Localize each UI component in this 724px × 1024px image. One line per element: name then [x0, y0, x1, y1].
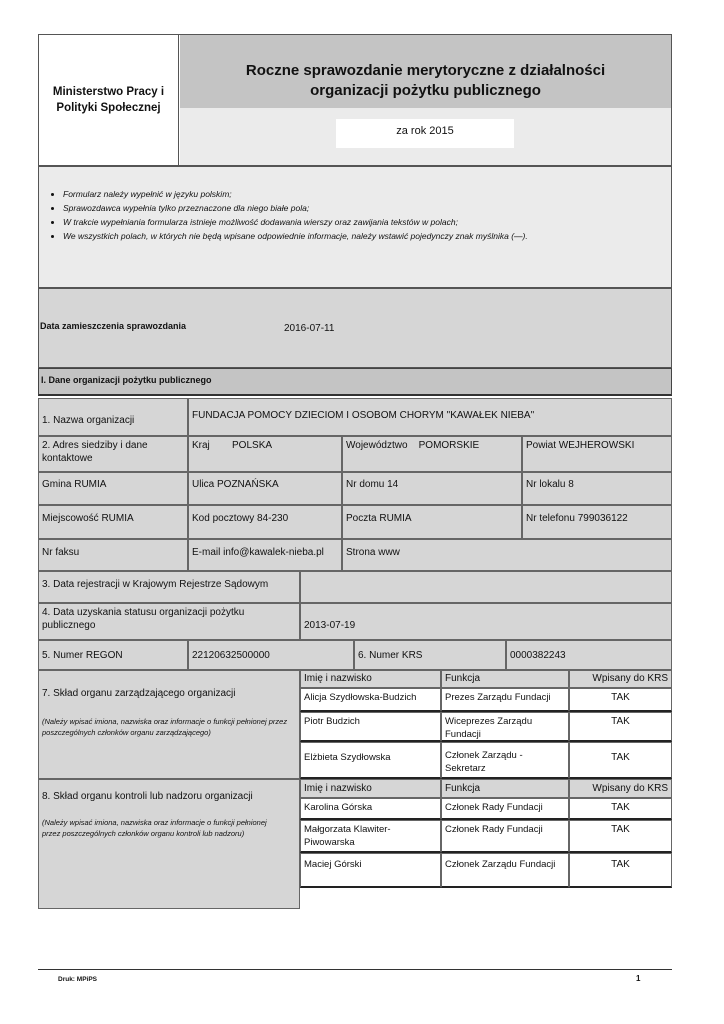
footer-print-label: Druk: MPiPS	[58, 976, 98, 983]
krs-registration-label: 3. Data rejestracji w Krajowym Rejestrze Sądowym	[38, 571, 300, 603]
footer-rule	[38, 969, 672, 970]
board-member-function[interactable]: Wiceprezes Zarządu Fundacji	[441, 712, 569, 742]
supervisory-note: (Należy wpisać imiona, nazwiska oraz informacje o funkcji pełnionej przez poszczególnych członków organu kontroli lub nadzoru)	[42, 818, 267, 838]
section-title: I. Dane organizacji pożytku publicznego	[38, 368, 672, 396]
supervisory-table	[300, 779, 672, 888]
org-name-label: 1. Nazwa organizacji	[38, 398, 188, 436]
instructions-box	[38, 166, 672, 288]
board-note: (Należy wpisać imiona, nazwiska oraz informacje o funkcji pełnionej przez poszczególnych członków organu zarządzającego)	[42, 717, 288, 737]
supervisory-member-name[interactable]: Maciej Górski	[300, 853, 441, 888]
supervisory-header-krs: Wpisany do KRS	[569, 779, 672, 798]
year-field[interactable]	[336, 119, 514, 148]
fax-field[interactable]: Nr faksu	[38, 539, 188, 571]
publication-date[interactable]: 2016-07-11	[284, 323, 335, 334]
board-member-name[interactable]: Elżbieta Szydłowska	[300, 742, 441, 779]
supervisory-label: 8. Skład organu kontroli lub nadzoru organizacji	[42, 791, 253, 802]
commune-field[interactable]: Gmina RUMIA	[38, 472, 188, 505]
regon-value[interactable]: 22120632500000	[188, 640, 354, 670]
board-member-function[interactable]: Członek Zarządu - Sekretarz	[441, 742, 569, 779]
house-number-field[interactable]: Nr domu 14	[342, 472, 522, 505]
instruction-item: • We wszystkich polach, w których nie będą wpisane odpowiednie informacje, należy wstawić pojedynczy znak myślnika (―).	[63, 229, 671, 243]
post-office-field[interactable]: Poczta RUMIA	[342, 505, 522, 539]
county-field[interactable]: Powiat WEJHEROWSKI	[522, 436, 672, 472]
board-member-krs[interactable]: TAK	[569, 688, 672, 712]
opp-status-value[interactable]: 2013-07-19	[300, 603, 672, 640]
krs-label: 6. Numer KRS	[354, 640, 506, 670]
board-member-krs[interactable]: TAK	[569, 742, 672, 779]
apartment-number-field[interactable]: Nr lokalu 8	[522, 472, 672, 505]
supervisory-member-function[interactable]: Członek Rady Fundacji	[441, 820, 569, 853]
board-label-box	[38, 670, 300, 779]
website-field[interactable]: Strona www	[342, 539, 672, 571]
board-header-krs: Wpisany do KRS	[569, 670, 672, 688]
form-title-line2: organizacji pożytku publicznego	[310, 82, 541, 99]
supervisory-member-krs[interactable]: TAK	[569, 820, 672, 853]
board-table	[300, 670, 672, 779]
board-member-name[interactable]: Piotr Budzich	[300, 712, 441, 742]
address-label: 2. Adres siedziby i dane kontaktowe	[38, 436, 188, 472]
page-number: 1	[636, 974, 641, 983]
postal-code-field[interactable]: Kod pocztowy 84-230	[188, 505, 342, 539]
publication-label: Data zamieszczenia sprawozdania	[40, 321, 187, 331]
supervisory-member-name[interactable]: Karolina Górska	[300, 798, 441, 820]
email-field[interactable]: E-mail info@kawalek-nieba.pl	[188, 539, 342, 571]
board-member-krs[interactable]: TAK	[569, 712, 672, 742]
supervisory-member-function[interactable]: Członek Rady Fundacji	[441, 798, 569, 820]
city-field[interactable]: Miejscowość RUMIA	[38, 505, 188, 539]
form-title-line1: Roczne sprawozdanie merytoryczne z działalności	[245, 62, 606, 79]
phone-field[interactable]: Nr telefonu 799036122	[522, 505, 672, 539]
instruction-item: • W trakcie wypełniania formularza istnieje możliwość dodawania wierszy oraz zawijania tekstów w polach;	[63, 215, 671, 229]
country-field[interactable]: Kraj POLSKA	[188, 436, 342, 472]
supervisory-header-function: Funkcja	[441, 779, 569, 798]
supervisory-header-name: Imię i nazwisko	[300, 779, 441, 798]
title-band	[180, 35, 671, 108]
ministry-name: Ministerstwo Pracy i Polityki Społecznej	[52, 86, 165, 114]
supervisory-member-krs[interactable]: TAK	[569, 853, 672, 888]
opp-status-label: 4. Data uzyskania statusu organizacji pożytku publicznego	[38, 603, 300, 640]
year-label: za rok 2015	[396, 125, 454, 137]
supervisory-member-function[interactable]: Członek Zarządu Fundacji	[441, 853, 569, 888]
board-header-function: Funkcja	[441, 670, 569, 688]
instruction-item: • Sprawozdawca wypełnia tylko przeznaczone dla niego białe pola;	[63, 201, 671, 215]
instructions-list	[39, 187, 671, 243]
board-label: 7. Skład organu zarządzającego organizacji	[42, 688, 236, 699]
regon-label: 5. Numer REGON	[38, 640, 188, 670]
org-name-value[interactable]: FUNDACJA POMOCY DZIECIOM I OSOBOM CHORYM "KAWAŁEK NIEBA"	[188, 398, 672, 436]
supervisory-member-krs[interactable]: TAK	[569, 798, 672, 820]
instruction-item: • Formularz należy wypełnić w języku polskim;	[63, 187, 671, 201]
street-field[interactable]: Ulica POZNAŃSKA	[188, 472, 342, 505]
supervisory-member-name[interactable]: Małgorzata Klawiter-Piwowarska	[300, 820, 441, 853]
ministry-box	[39, 35, 179, 165]
supervisory-label-box	[38, 779, 300, 909]
krs-value[interactable]: 0000382243	[506, 640, 672, 670]
board-member-function[interactable]: Prezes Zarządu Fundacji	[441, 688, 569, 712]
krs-registration-value[interactable]	[300, 571, 672, 603]
board-header-name: Imię i nazwisko	[300, 670, 441, 688]
board-member-name[interactable]: Alicja Szydłowska-Budzich	[300, 688, 441, 712]
voivodeship-field[interactable]: Województwo POMORSKIE	[342, 436, 522, 472]
